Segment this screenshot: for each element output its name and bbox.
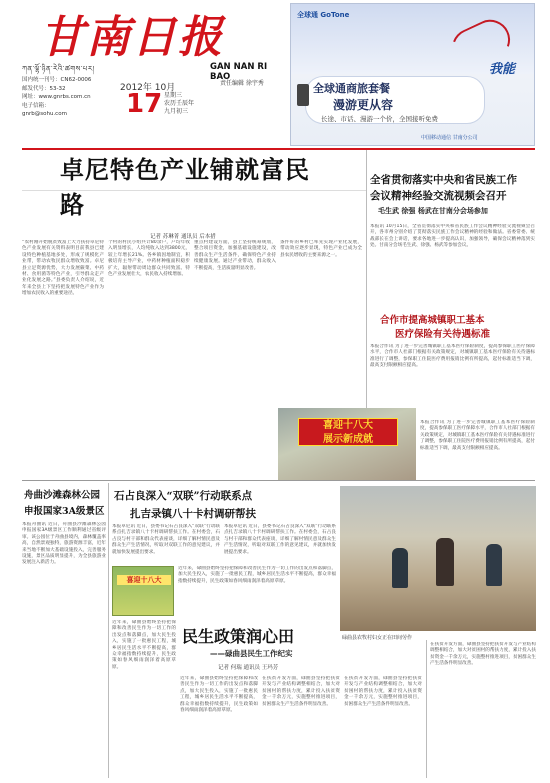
ad-brand-logo: 全球通 GoTone [297,11,350,19]
date-day: 17 [126,89,163,119]
lead-byline: 记者 苏琳菁 通讯员 后本措 [150,234,216,240]
story4-headline-1[interactable]: 舟曲沙滩森林公园 [24,490,101,501]
ad-headline-1: 全球通商旅套餐 [313,82,390,95]
story2-body: 本报讯 10月15日，全省贯彻落实中央和省民族工作会议精神经验交流视频会召开，各市州分别介绍了贯彻落实民族工作会议精神的经验和做法。省委常委、统战部长在会上讲话，要求各地进一步提高认识，加强领导，确保会议精神落到实处。甘南分会场毛生武、徐强、杨武等参加会议。 [370,224,535,249]
ad-footer: 中国移动通信 甘南分公司 [421,135,478,141]
publication-info [22,76,92,134]
issue-date [120,80,220,132]
right-column: 在扶贫开发方面，碌曲县坚持把扶贫开发与产业结构调整相结合，加大对贫困村的帮扶力度，累计投入扶贫资金一千余万元，实施整村推进项目，贫困群众生产生活条件明显改善。 [430,642,536,667]
story6-col-2: 近年来，碌曲县始终坚持把保障和改善民生作为一切工作的出发点和落脚点，加大民生投入，实施了一批惠民工程，城乡居民生活水平不断提高，群众幸福指数持续提升，民生政策如春风细雨润泽着高原草原。 [180,676,258,714]
story2-headline-1[interactable]: 全省贯彻落实中央和省民族工作 [370,174,517,186]
celebration-banner [298,418,398,446]
date-weekday [164,92,194,116]
story3-headline-2[interactable]: 医疗保险有关待遇标准 [395,329,491,340]
lead-column-2: 个村的村民小组共计80余户，户均年收入明显增长，人均纯收入达到3800元，较上年增长21%。各乡镇因地制宜，积极培育主导产业，中药材种植面积稳步扩大，辐射带动周边群众共同致富。特色产业发展壮大，农民收入持续增加。 [108,240,190,278]
masthead-logo: 甘南日报 [40,12,224,63]
farmer-figure [436,538,454,586]
weekday-line: 九月初三 [164,108,189,115]
story4-headline-2[interactable]: 申报国家3A级景区 [24,506,105,517]
ad-slogan: 我能 [489,62,516,77]
farmer-figure [486,544,502,586]
story5-headline-2[interactable]: 扎吉录镇八十卡村调研帮扶 [130,508,256,520]
story3-body: 本报合作讯 为了进一步完善城镇职工基本医疗保险制度，提高参保职工医疗保障水平，合作市人社部门根据有关政策规定，对城镇职工基本医疗保险有关待遇标准进行了调整，参保职工住院医疗费用报销比例有所提高，起付标准适当下调，最高支付限额相应提高。 [370,344,535,369]
story6-subline: ——碌曲县民生工作纪实 [210,649,293,658]
section-divider [22,480,535,481]
masthead-tibetan: ཀན་ལྷོ་ཉིན་རེའི་ཚགས་པར། [22,65,95,73]
ad-headline-2: 漫游更从容 [333,98,394,112]
phone-icon [297,84,309,106]
ad-subtext: 长途、市话、漫游一个价，全国接听免费 [321,115,438,123]
inset-label: 喜迎十八大 [117,575,171,585]
story5-body: 本报卓尼讯 近日，县委书记石占良深入“双联”行动联系点扎吉录镇八十卡村调研帮扶工作。在村委会，石占良与村干部和群众代表座谈，详细了解村情民意及群众生产生活情况，听取对双联工作的意见建议，并就加快发展提出要求。 [112,524,220,555]
info-line: 国内统一刊号：CN62-0006 [22,77,92,83]
column-divider [426,640,427,778]
story4-body: 本报舟曲讯 近日，舟曲县沙滩森林公园申报国家3A级景区工作顺利通过省级评审。该公园位于舟曲县境内，森林覆盖率高，自然景观独特，旅游资源丰富，近年来当地不断加大基础设施投入，完善服务设施，景区品质明显提升，为全县旅游业发展注入新活力。 [22,522,106,566]
info-line: 电子信箱：gnrb@sohu.com [22,102,67,117]
column-divider [108,483,109,778]
story6-byline: 记者 何瑞 通讯员 王玛芳 [218,665,279,671]
lead-column-4: 条件好的乡村已率先实现产业化发展，带动效应逐步显现，特色产业已成为全县农民增收的主要来源之一。 [280,240,362,258]
masthead-pinyin: GAN NAN RI BAO [210,62,268,82]
lead-column-3: 重点村建设方面，县上坚持统筹规划，整合项目资金，加强基础设施建设，改善群众生产生活条件，确保特色产业持续健康发展。通过产业带动，群众收入不断提高，生活质量明显改善。 [194,240,276,271]
info-line: 邮发代号：53-32 [22,85,66,92]
story5-headline-1[interactable]: 石占良深入“双联”行动联系点 [114,490,253,502]
story6-col-4: 在扶贫开发方面，碌曲县坚持把扶贫开发与产业结构调整相结合，加大对贫困村的帮扶力度，累计投入扶贫资金一千余万元，实施整村推进项目，贫困群众生产生活条件明显改善。 [344,676,422,707]
banner-line-1: 喜迎十八大 [323,420,373,431]
lead-column-1: “农村刚开始脱贫致富上大力扶持卓尼特色产业发展有关资料表明目前我县已建设特色种植基地多处，形成了规模化产业带，带动农牧民群众增收致富。卓尼县立足资源优势，大力发展蕨菜、中药材、食用菌等特色产业，引导群众走产业化发展之路。”县委负责人介绍说，近年来全县上下坚持把发展特色产业作为增加农民收入的重要途径。 [22,240,104,297]
lead-headline[interactable]: 卓尼特色产业铺就富民路 [60,155,310,219]
story5-body-cont: 本报卓尼讯 近日，县委书记石占良深入“双联”行动联系点扎吉录镇八十卡村调研帮扶工作。在村委会，石占良与村干部和群众代表座谈，详细了解村情民意及群众生产生活情况，听取对双联工作的意见建议，并就加快发展提出要求。 [224,524,336,555]
field-photo [340,486,536,631]
story3-headline-1[interactable]: 合作市提高城镇职工基本 [380,315,485,326]
banner-line-2: 展示新成就 [323,434,373,445]
weekday-line: 农历壬辰年 [164,100,195,107]
weekday-line: 星期三 [164,92,183,99]
editor-credit: 责任编辑 徐宇秀 [220,80,264,87]
story6-col-3: 在扶贫开发方面，碌曲县坚持把扶贫开发与产业结构调整相结合，加大对贫困村的帮扶力度，累计投入扶贫资金一千余万元，实施整村推进项目，贫困群众生产生活条件明显改善。 [262,676,340,707]
info-line: 网址：www.gnrbs.com.cn [22,94,91,100]
photo-caption: 碌曲县农牧村妇女正在田间劳作 [342,635,413,641]
story5-body-more: 近年来，碌曲县始终坚持把保障和改善民生作为一切工作的出发点和落脚点，加大民生投入，实施了一批惠民工程，城乡居民生活水平不断提高，群众幸福指数持续提升，民生政策如春风细雨润泽着高原草原。 [178,566,336,584]
story6-headline[interactable]: 民生政策润心田 [182,627,295,646]
story2-subline: 毛生武 徐强 杨武在甘南分会场参加 [378,207,488,215]
date-year-month: 2012年 10月 [120,83,176,93]
lead-deck-space [22,190,367,232]
story3-continued: 本报合作讯 为了进一步完善城镇职工基本医疗保险制度，提高参保职工医疗保障水平，合作市人社部门根据有关政策规定，对城镇职工基本医疗保险有关待遇标准进行了调整，参保职工住院医疗费用报销比例有所提高，起付标准适当下调，最高支付限额相应提高。 [420,420,535,451]
inset-poster [112,566,174,616]
story2-headline-2[interactable]: 会议精神经验交流视频会召开 [370,190,507,202]
farmer-figure [392,548,408,588]
top-advertisement[interactable] [290,3,535,146]
story6-col-1: 近年来，碌曲县始终坚持把保障和改善民生作为一切工作的出发点和落脚点，加大民生投入，实施了一批惠民工程，城乡居民生活水平不断提高，群众幸福指数持续提升，民生政策如春风细雨润泽着高原草原。 [112,620,176,670]
